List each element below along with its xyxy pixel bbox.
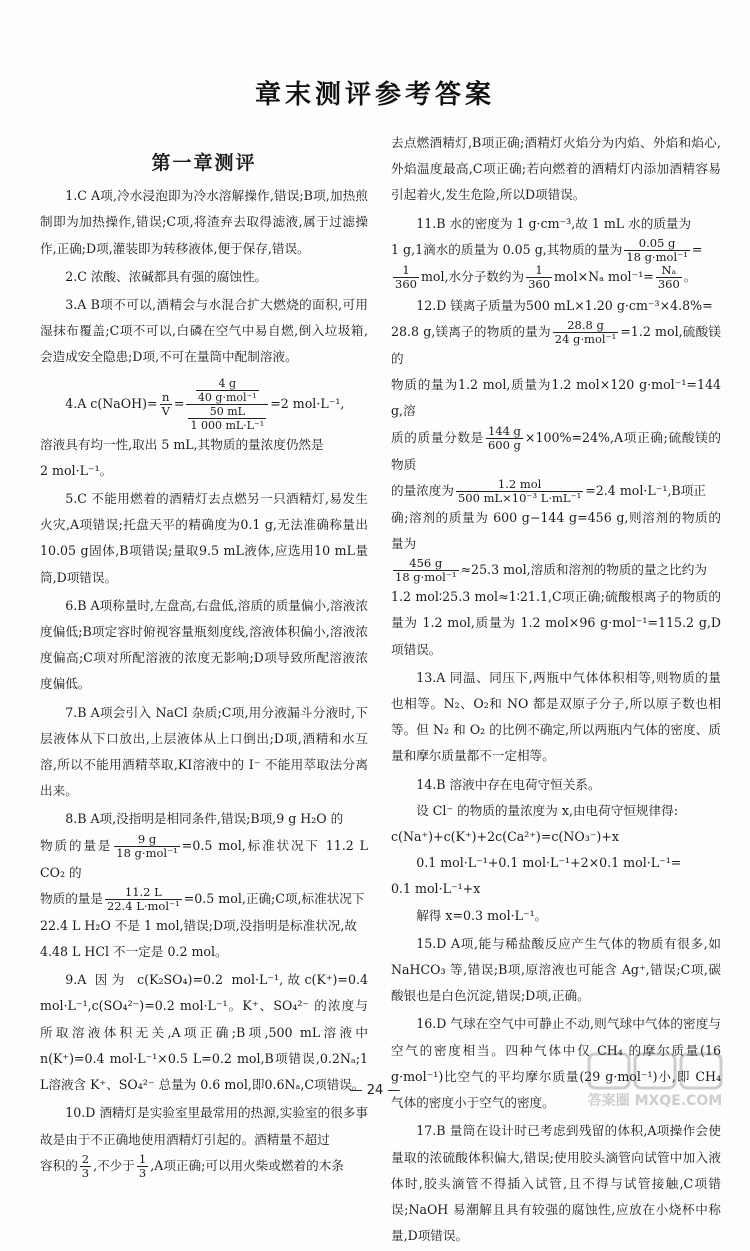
fraction-n-over-v: $\frac{n}{V}$ [161,389,170,418]
watermark-text: 答案圈 MXQE.COM [587,1093,723,1109]
page-title: 章末测评参考答案 [254,80,495,110]
fraction-mass-percent: $\frac{144 g}{600 g}$ [487,423,521,452]
answer-1: 1.C A项,冷水浸泡即为冷水溶解操作,错误;B项,加热煎制即为加热操作,错误;C项,将渣弃去取得滤液,属于过滤操作,正确;D项,灌装即为转移液体,便于保存,错误。 [40,188,368,256]
answer-11: 11.B 水的密度为 1 g·cm⁻³,故 1 mL 水的质量为 1 g,1滴水的质量为 0.05 g,其物质的量为 $\frac{0.05 g}{\text{18 g·mol⁻¹}}$ = $\frac{1}{360}$ mol,水分子数约为 $\frac{1}{360}$ mol×Nₐ mol⁻¹= $\frac{\text{Nₐ}}{360}$ 。 [391,215,703,291]
page-number: — 24 — [349,1083,401,1098]
answer-5: 5.C 不能用燃着的酒精灯去点燃另一只酒精灯,易发生火灾,A项错误;托盘天平的精确度为0.1 g,无法准确称量出10.05 g固体,B项错误;量取9.5 mL液体,应选用10 mL量筒,D项错误。 [40,491,368,585]
answer-14: 14.B 溶液中存在电荷守恒关系。 设 Cl⁻ 的物质的量浓度为 x,由电荷守恒规律得: c(Na⁺)+c(K⁺)+2c(Ca²⁺)=c(NO₃⁻)+x 0.1 mol·L⁻¹+0.1 mol·L⁻¹+2×0.1 mol·L⁻¹= 0.1 mol·L⁻¹+x 解得 x=0.3 mol·L⁻¹。 [391,776,682,923]
fraction-solvent: $\frac{456 g}{\text{18 g·mol⁻¹}}$ [395,556,457,585]
chapter-heading: 第一章测评 [151,152,257,174]
fraction-naoh: $\frac{\frac{4 g}{\text{40 g·mol⁻¹}}}{\frac{50 mL}{\text{1 000 mL·L⁻¹}}}$ [186,377,268,432]
answer-16: 16.D 气球在空气中可静止不动,则气球中气体的密度与空气的密度相当。四种气体中仅 CH₄ 的摩尔质量(16 g·mol⁻¹)比空气的平均摩尔质量(29 g·mol⁻¹)小,即 CH₄ 气体的密度小于空气的密度。 [391,1016,721,1111]
answer-12: 12.D 镁离子质量为500 mL×1.20 g·cm⁻³×4.8%= 28.8 g,镁离子的物质的量为 $\frac{28.8 g}{\text{24 g·mol⁻¹}}$ =1.2 mol,硫酸镁的 物质的量为1.2 mol,质量为1.2 mol×120 g·mol⁻¹=144 g,溶 质的质量分数是 $\frac{144 g}{600 g}$ ×100%=24%,A项正确;硫酸镁的物质 的量浓度为 $\frac{\text{1.2 mol}}{\text{500 mL×10⁻³ L·mL⁻¹}}$ =2.4 mol·L⁻¹,B项正 确;溶剂的质量为 600 g−144 g=456 g,则溶剂的物质的量为 $\frac{456 g}{\text{18 g·mol⁻¹}}$ ≈25.3 mol,溶质和溶剂的物质的量之比约为 1.2 mol∶25.3 mol≈1∶21.1,C项正确;硫酸根离子的物质的量为 1.2 mol,质量为 1.2 mol×96 g·mol⁻¹=115.2 g,D项错误。 [391,297,722,657]
answer-2: 2.C 浓酸、浓碱都具有强的腐蚀性。 [65,268,268,284]
answer-8: 8.B A项,没指明是相同条件,错误;B项,9 g H₂O 的 物质的量是 $\frac{9 g}{\text{18 g·mol⁻¹}}$ =0.5 mol,标准状况下 11.2 L CO₂ 的 物质的量是 $\frac{11.2 L}{\text{22.4 L·mol⁻¹}}$ =0.5 mol,正确;C项,标准状况下 22.4 L H₂O 不是 1 mol,错误;D项,没指明是标准状况,故 4.48 L HCl 不一定是 0.2 mol。 [40,811,368,960]
fraction-1-360-a: $\frac{1}{360}$ [395,262,417,291]
fraction-1-360-b: $\frac{1}{360}$ [528,262,551,291]
fraction-water: $\frac{9 g}{\text{18 g·mol⁻¹}}$ [116,831,178,860]
fraction-one-third: $\frac{1}{3}$ [138,1151,147,1180]
answer-15: 15.D A项,能与稀盐酸反应产生气体的物质有很多,如 NaHCO₃ 等,错误;B项,原溶液也可能含 Ag⁺,错误;C项,碳酸银也是白色沉淀,错误;D项,正确。 [391,935,721,1004]
fraction-drop: $\frac{0.05 g}{\text{18 g·mol⁻¹}}$ [626,235,688,264]
left-column [40,150,368,1182]
fraction-co2: $\frac{11.2 L}{\text{22.4 L·mol⁻¹}}$ [106,884,180,913]
answer-9: 9.A 因为 c(K₂SO₄)=0.2 mol·L⁻¹,故c(K⁺)=0.4 mol·L⁻¹,c(SO₄²⁻)=0.2 mol·L⁻¹。K⁺、SO₄²⁻ 的浓度与所取溶液体积无关,A项正确;B项,500 mL溶液中n(K⁺)=0.4 mol·L⁻¹×0.5 L=0.2 mol,B项错误,0.2Nₐ;1 L溶液含 K⁺、SO₄²⁻ 总量为 0.6 mol,即0.6Nₐ,C项错误。 [40,972,368,1093]
answer-10-continued: 去点燃酒精灯,B项正确;酒精灯火焰分为内焰、外焰和焰心,外焰温度最高,C项正确;若向燃着的酒精灯内添加酒精容易引起着火,发生危险,所以D项错误。 [391,135,721,203]
answer-17: 17.B 量筒在设计时已考虑到残留的体积,A项操作会使量取的浓硫酸体积偏大,错误;使用胶头滴管向试管中加入液体时,胶头滴管不得插入试管,且不得与试管接触,C项错误;NaOH 易潮解且具有较强的腐蚀性,应放在小烧杯中称量,D项错误。 [391,1123,721,1244]
answer-3: 3.A B项不可以,酒精会与水混合扩大燃烧的面积,可用湿抹布覆盖;C项不可以,白磷在空气中易自燃,倒入垃圾箱,会造成安全隐患;D项,不可在量筒中配制溶液。 [40,297,368,365]
fraction-concentration: $\frac{\text{1.2 mol}}{\text{500 mL×10⁻³ L·mL⁻¹}}$ [457,476,582,505]
answer-10: 10.D 酒精灯是实验室里最常用的热源,实验室的很多事故是由于不正确地使用酒精灯引起的。酒精量不超过 容积的 $\frac{2}{3}$ ,不少于 $\frac{1}{3}$ ,A项正确;可以用火柴或燃着的木条 [40,1105,368,1180]
answer-4: 4.A c(NaOH)= $\frac{n}{V}$ = $\frac{\frac{4 g}{\text{40 g·mol⁻¹}}}{\frac{50 mL}{\text{1 000 mL·L⁻¹}}}$ =2 mol·L⁻¹, 溶液具有均一性,取出 5 mL,其物质的量浓度仍然是 2 mol·L⁻¹。 [40,376,345,478]
answer-13: 13.A 同温、同压下,两瓶中气体体积相等,则物质的量也相等。N₂、O₂和 NO 都是双原子分子,所以原子数也相等。但 N₂ 和 O₂ 的比例不确定,所以两瓶内气体的密度、质量和摩尔质量都不一定相等。 [391,669,721,764]
fraction-mg: $\frac{28.8 g}{\text{24 g·mol⁻¹}}$ [554,318,617,347]
answer-7: 7.B A项会引入 NaCl 杂质;C项,用分液漏斗分液时,下层液体从下口放出,上层液体从上口倒出;D项,酒精和水互溶,所以不能用酒精萃取,KI溶液中的 I⁻ 不能用萃取法分离出来。 [40,704,368,799]
answer-4-lead: 4.A c(NaOH)= [65,395,158,411]
answer-6: 6.B A项称量时,左盘高,右盘低,溶质的质量偏小,溶液浓度偏低;B项定容时俯视容量瓶刻度线,溶液体积偏小,溶液浓度偏高;C项对所配溶液的浓度无影响;D项导致所配溶液浓度偏低。 [40,597,368,692]
fraction-na-360: $\frac{\text{Nₐ}}{360}$ [657,262,680,291]
fraction-two-thirds: $\frac{2}{3}$ [81,1151,90,1180]
